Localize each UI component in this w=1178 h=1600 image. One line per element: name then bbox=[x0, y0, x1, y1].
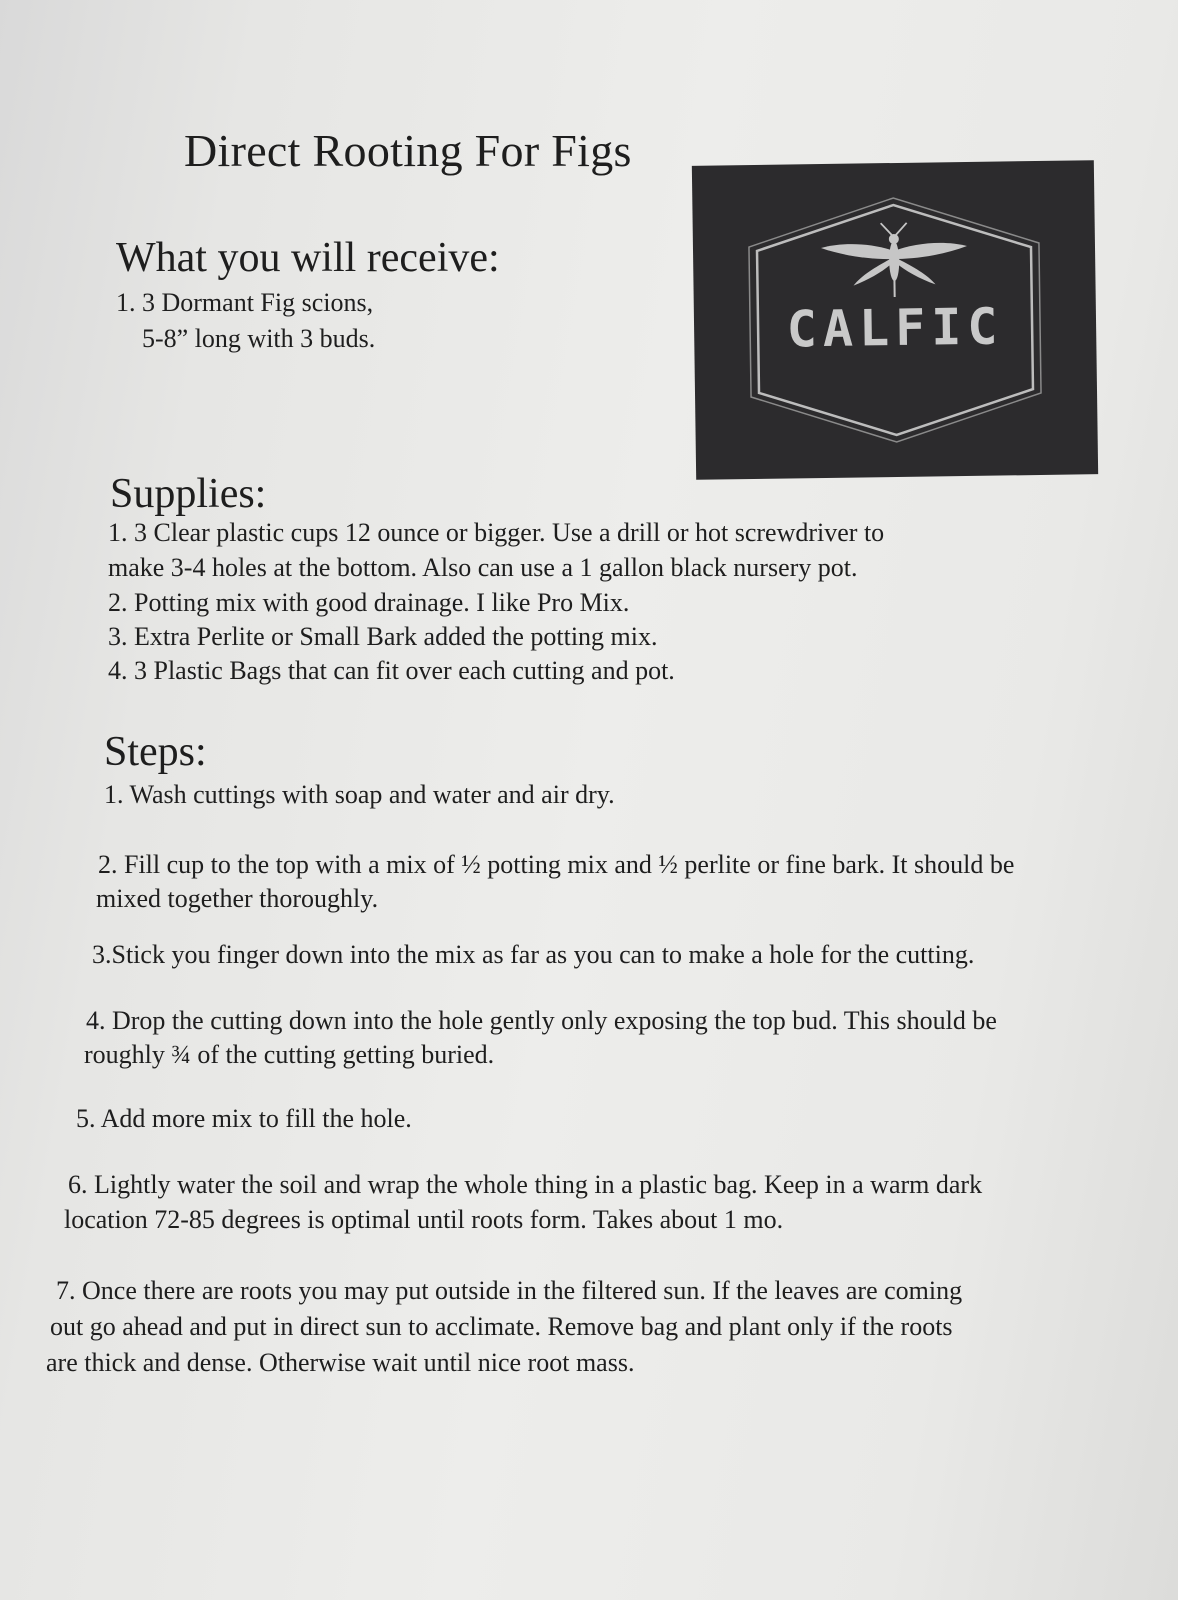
step-line: 4. Drop the cutting down into the hole gently only exposing the top bud. This should be bbox=[86, 1006, 997, 1035]
steps-heading: Steps: bbox=[104, 729, 207, 775]
step-line: 3.Stick you finger down into the mix as far as you can to make a hole for the cutting. bbox=[92, 940, 975, 969]
step-line: 7. Once there are roots you may put outside in the filtered sun. If the leaves are coming bbox=[56, 1276, 963, 1305]
receive-line: 5-8” long with 3 buds. bbox=[142, 324, 376, 353]
calfic-logo bbox=[692, 160, 1098, 480]
supplies-line: 3. Extra Perlite or Small Bark added the potting mix. bbox=[108, 622, 658, 651]
document-title: Direct Rooting For Figs bbox=[184, 125, 632, 176]
step-line: 1. Wash cuttings with soap and water and air dry. bbox=[104, 780, 615, 809]
step-line: 2. Fill cup to the top with a mix of ½ potting mix and ½ perlite or fine bark. It should be bbox=[98, 850, 1015, 879]
supplies-line: make 3-4 holes at the bottom. Also can use a 1 gallon black nursery pot. bbox=[108, 553, 858, 582]
step-line: 5. Add more mix to fill the hole. bbox=[76, 1104, 412, 1133]
step-line: out go ahead and put in direct sun to acclimate. Remove bag and plant only if the roots bbox=[50, 1312, 953, 1341]
step-line: location 72-85 degrees is optimal until roots form. Takes about 1 mo. bbox=[64, 1205, 784, 1234]
supplies-line: 1. 3 Clear plastic cups 12 ounce or bigger. Use a drill or hot screwdriver to bbox=[108, 518, 885, 547]
logo-text: CALFIC bbox=[786, 297, 1004, 359]
receive-line: 1. 3 Dormant Fig scions, bbox=[116, 288, 374, 317]
supplies-line: 2. Potting mix with good drainage. I like Pro Mix. bbox=[108, 588, 630, 617]
fig-wasp-icon bbox=[821, 222, 968, 298]
step-line: are thick and dense. Otherwise wait until nice root mass. bbox=[46, 1348, 635, 1377]
step-line: roughly ¾ of the cutting getting buried. bbox=[84, 1040, 495, 1069]
receive-heading: What you will receive: bbox=[116, 235, 500, 281]
supplies-heading: Supplies: bbox=[110, 471, 267, 517]
step-line: 6. Lightly water the soil and wrap the whole thing in a plastic bag. Keep in a warm dark bbox=[68, 1170, 983, 1199]
supplies-line: 4. 3 Plastic Bags that can fit over each cutting and pot. bbox=[108, 656, 675, 685]
step-line: mixed together thoroughly. bbox=[96, 884, 379, 913]
